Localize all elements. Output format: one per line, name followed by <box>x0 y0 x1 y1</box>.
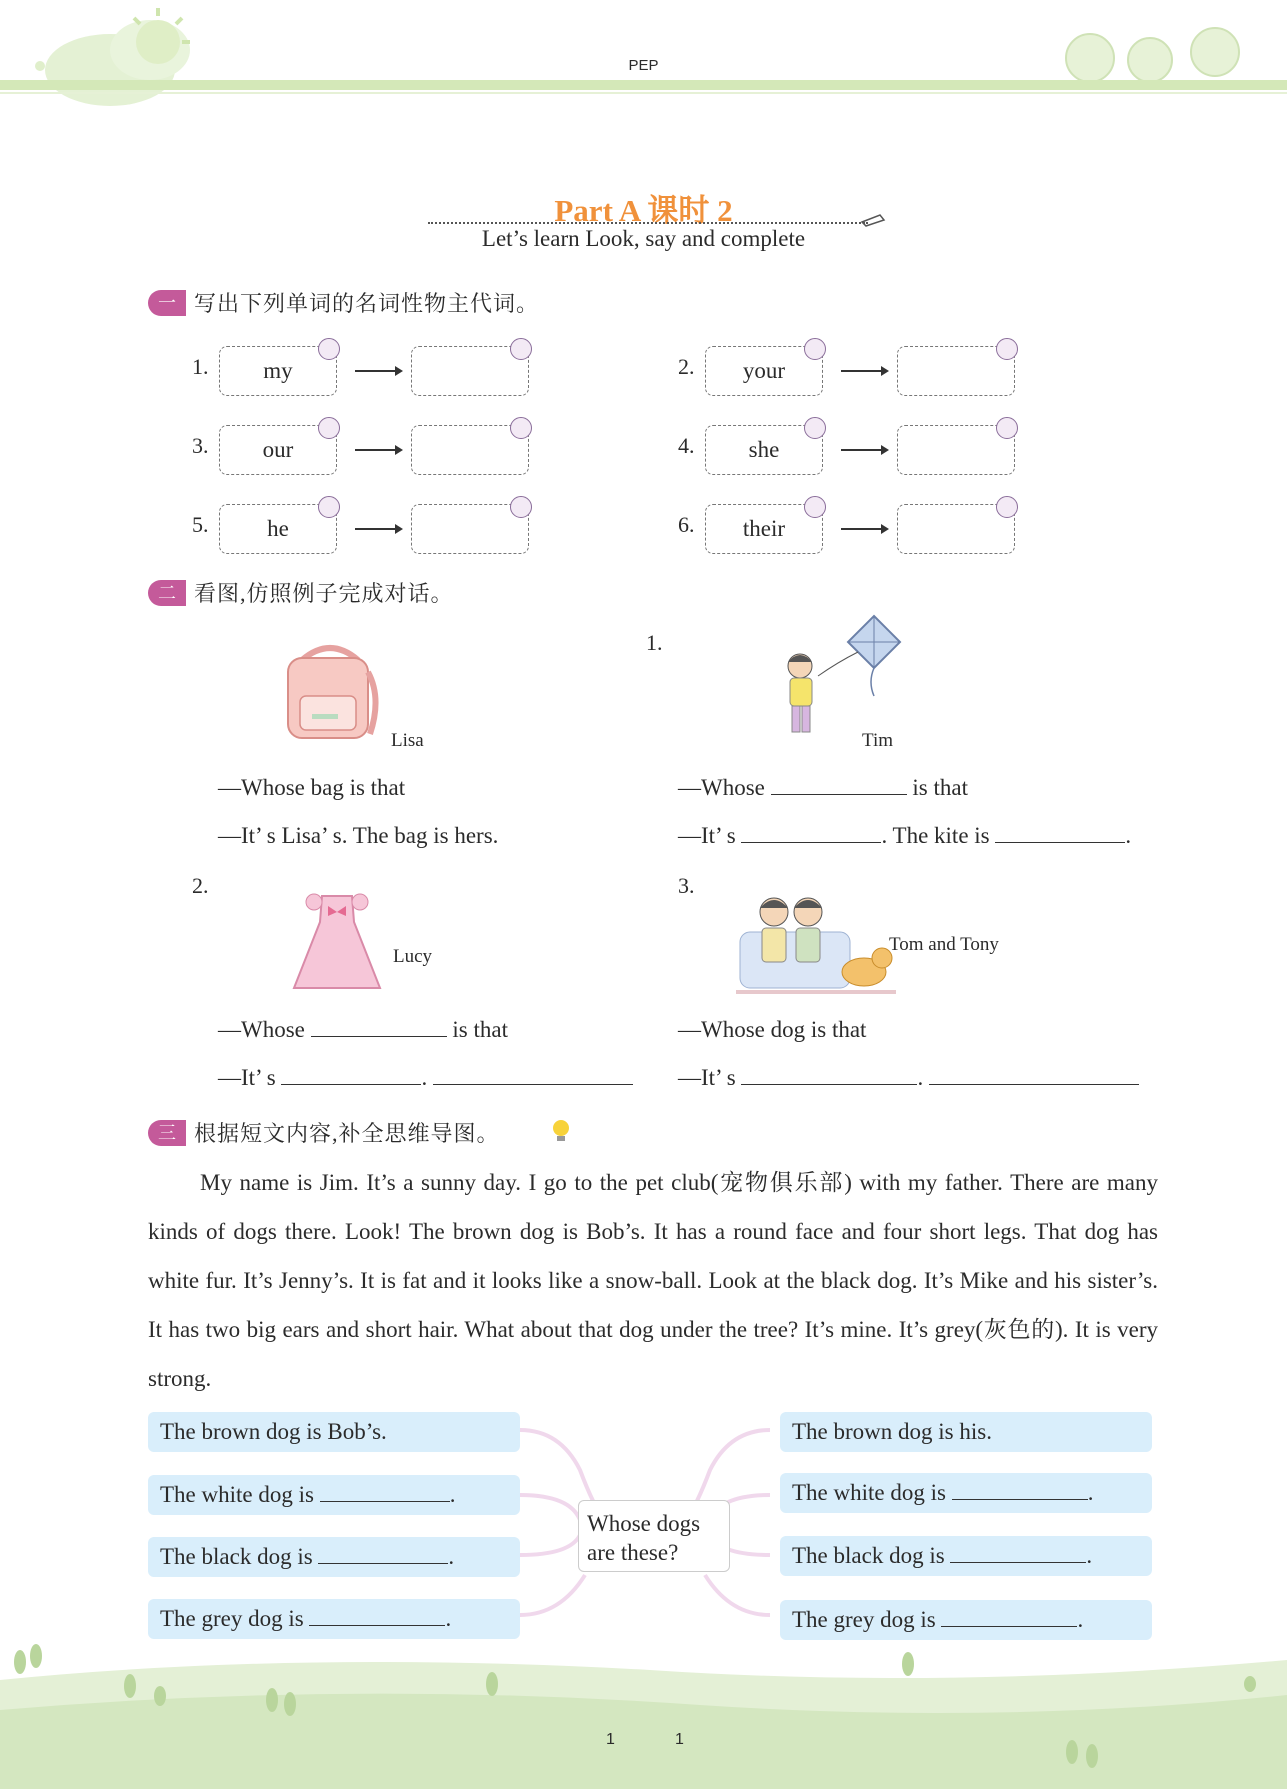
given-word-box: your <box>705 346 823 396</box>
mindmap-text: . <box>1087 1480 1094 1505</box>
example-answer: —It’ s Lisa’ s. The bag is hers. <box>218 823 499 848</box>
mindmap-text: The white dog is <box>160 1482 314 1507</box>
arrow-icon <box>841 528 887 530</box>
mindmap-right-4 <box>780 1600 1152 1640</box>
ball-icon <box>804 338 826 360</box>
text-part: . <box>421 1065 428 1090</box>
text-part: is that <box>452 1017 508 1042</box>
text-part: . <box>1125 823 1132 848</box>
page-number-left: 1 <box>606 1731 615 1748</box>
q2-answer <box>218 1065 633 1091</box>
footer-hills <box>0 1640 1287 1789</box>
q1-answer <box>678 823 1131 849</box>
text-part: is that <box>912 775 968 800</box>
bag-illustration <box>282 638 382 747</box>
arrow-icon <box>355 370 401 372</box>
blank-line[interactable] <box>741 824 881 843</box>
mindmap-right-2 <box>780 1473 1152 1513</box>
mindmap-center: Whose dogs are these? <box>578 1500 730 1572</box>
item-number: 4. <box>678 433 695 458</box>
header-rule-thin <box>0 92 1287 94</box>
item-number: 6. <box>678 512 695 537</box>
lightbulb-icon <box>550 1118 572 1149</box>
blank-line[interactable] <box>741 1066 917 1085</box>
ball-icon <box>510 417 532 439</box>
mindmap-text: . <box>448 1544 455 1569</box>
section2-heading <box>148 577 454 605</box>
mindmap-right-1 <box>780 1412 1152 1452</box>
blank-line[interactable] <box>311 1018 447 1037</box>
given-word-box: our <box>219 425 337 475</box>
mindmap-left-1 <box>148 1412 520 1452</box>
arrow-icon <box>355 449 401 451</box>
page-number-right: 1 <box>675 1731 684 1748</box>
blank-line[interactable] <box>941 1608 1077 1627</box>
text-part: —Whose <box>678 775 765 800</box>
page-title: Part A 课时 2 <box>554 193 733 228</box>
ball-icon <box>510 496 532 518</box>
blank-line[interactable] <box>995 824 1125 843</box>
ball-icon <box>996 496 1018 518</box>
ball-icon <box>996 338 1018 360</box>
blank-line[interactable] <box>433 1066 633 1085</box>
ball-icon <box>996 417 1018 439</box>
question-number: 3. <box>678 873 695 898</box>
ball-icon <box>510 338 532 360</box>
dress-illustration <box>292 892 382 997</box>
ball-icon <box>318 496 340 518</box>
mindmap-text: The white dog is <box>792 1480 946 1505</box>
section3-heading <box>148 1117 500 1145</box>
text-part: —Whose <box>218 1017 305 1042</box>
mindmap-left-2 <box>148 1475 520 1515</box>
page-subtitle: Let’s learn Look, say and complete <box>481 226 806 251</box>
given-word-box: he <box>219 504 337 554</box>
mindmap-left-3 <box>148 1537 520 1577</box>
mindmap-text: . <box>449 1482 456 1507</box>
section-heading-text: 写出下列单词的名词性物主代词。 <box>194 291 540 316</box>
item-number: 3. <box>192 433 209 458</box>
q3-answer <box>678 1065 1139 1091</box>
section-heading-text: 看图,仿照例子完成对话。 <box>194 581 454 606</box>
mindmap-text: The brown dog is Bob’s. <box>160 1419 387 1444</box>
given-word-box: my <box>219 346 337 396</box>
item-number: 5. <box>192 512 209 537</box>
image-caption: Tim <box>862 730 893 751</box>
item-number: 2. <box>678 354 695 379</box>
reading-passage: My name is Jim. It’s a sunny day. I go to the pet club(宠物俱乐部) with my father. There are many kinds of dogs there. Look! The brown dog is Bob’s. It has a round face and four short legs. That dog has white fur. It’s Jenny’s. It is fat and it looks like a snow-ball. Look at the black dog. It’s Mike and his sister’s. It has two big ears and short hair. What about that dog under the tree? It’s mine. It’s grey(灰色的). It is very strong. <box>148 1170 1158 1391</box>
item-number: 1. <box>192 354 209 379</box>
q1-question <box>678 775 968 801</box>
boys-dog-illustration <box>736 892 896 1003</box>
section1-heading <box>148 287 539 315</box>
example-question: —Whose bag is that <box>218 775 406 800</box>
mindmap-text: The grey dog is <box>792 1607 936 1632</box>
ball-icon <box>804 496 826 518</box>
ball-icon <box>804 417 826 439</box>
mindmap-text: The brown dog is his. <box>792 1419 992 1444</box>
question-number: 1. <box>646 630 663 655</box>
ball-icon <box>318 338 340 360</box>
text-part: —It’ s <box>218 1065 276 1090</box>
section-badge: 二 <box>148 580 186 606</box>
text-part: —It’ s <box>678 1065 736 1090</box>
mindmap-text: . <box>1086 1543 1093 1568</box>
blank-line[interactable] <box>320 1483 450 1502</box>
blank-line[interactable] <box>318 1545 448 1564</box>
title-dotted-rule <box>428 222 868 224</box>
arrow-icon <box>355 528 401 530</box>
blank-line[interactable] <box>771 776 907 795</box>
blank-line[interactable] <box>950 1544 1086 1563</box>
mindmap-text: The black dog is <box>792 1543 945 1568</box>
blank-line[interactable] <box>309 1607 445 1626</box>
series-label: PEP <box>628 57 659 74</box>
mindmap-text: The grey dog is <box>160 1606 304 1631</box>
mindmap-text: The black dog is <box>160 1544 313 1569</box>
mindmap-left-4 <box>148 1599 520 1639</box>
given-word-box: she <box>705 425 823 475</box>
blank-line[interactable] <box>929 1066 1139 1085</box>
image-caption: Lucy <box>393 946 433 967</box>
q3-question: —Whose dog is that <box>678 1017 867 1042</box>
ball-icon <box>318 417 340 439</box>
arrow-icon <box>841 370 887 372</box>
blank-line[interactable] <box>952 1481 1088 1500</box>
given-word-box: their <box>705 504 823 554</box>
text-part: . The kite is <box>881 823 990 848</box>
boy-kite-illustration <box>778 612 908 747</box>
section-badge: 一 <box>148 290 186 316</box>
mindmap-text: . <box>1077 1607 1084 1632</box>
q2-question <box>218 1017 508 1043</box>
section-badge: 三 <box>148 1120 186 1146</box>
blank-line[interactable] <box>281 1066 421 1085</box>
text-part: —It’ s <box>678 823 736 848</box>
header-rule <box>0 80 1287 90</box>
image-caption: Lisa <box>391 730 424 751</box>
mindmap-right-3 <box>780 1536 1152 1576</box>
arrow-icon <box>841 449 887 451</box>
text-part: . <box>917 1065 924 1090</box>
section-heading-text: 根据短文内容,补全思维导图。 <box>194 1121 500 1146</box>
image-caption: Tom and Tony <box>889 934 999 955</box>
mindmap-text: . <box>445 1606 452 1631</box>
question-number: 2. <box>192 873 209 898</box>
